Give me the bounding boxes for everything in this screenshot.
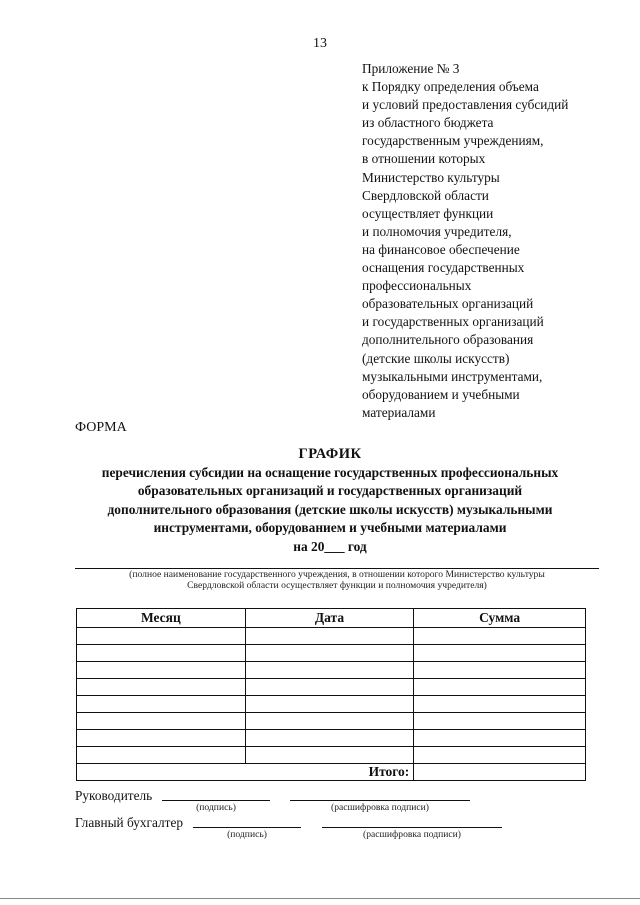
table-row (77, 747, 586, 764)
appendix-line: и условий предоставления субсидий (362, 97, 569, 113)
table-row (77, 679, 586, 696)
month-cell[interactable] (77, 679, 246, 696)
table-row (77, 730, 586, 747)
month-cell[interactable] (77, 662, 246, 679)
accountant-signature-caption: (подпись) (227, 829, 267, 840)
date-cell[interactable] (245, 747, 414, 764)
sum-cell[interactable] (414, 747, 586, 764)
total-value-cell[interactable] (414, 764, 586, 781)
appendix-line: и государственных организаций (362, 314, 544, 330)
appendix-line: государственным учреждениям, (362, 133, 544, 149)
table-header-row (77, 609, 586, 628)
title-line: дополнительного образования (детские школы искусств) музыкальными (107, 501, 553, 517)
month-cell[interactable] (77, 696, 246, 713)
sum-cell[interactable] (414, 679, 586, 696)
appendix-line: образовательных организаций (362, 296, 534, 312)
month-cell[interactable] (77, 713, 246, 730)
appendix-line: в отношении которых (362, 151, 486, 167)
accountant-decode-line[interactable] (322, 827, 502, 828)
appendix-line: профессиональных (362, 278, 472, 294)
appendix-line: на финансовое обеспечение (362, 241, 520, 257)
title-main: ГРАФИК (298, 446, 362, 462)
column-header-month: Месяц (77, 609, 246, 628)
sum-cell[interactable] (414, 730, 586, 747)
appendix-line: из областного бюджета (362, 115, 494, 131)
title-line: перечисления субсидии на оснащение государственных профессиональных (101, 465, 559, 480)
appendix-line: музыкальными инструментами, (362, 368, 543, 384)
appendix-line: (детские школы искусств) (362, 350, 510, 366)
head-signature-line[interactable] (162, 800, 270, 801)
appendix-line: дополнительного образования (362, 332, 534, 348)
appendix-line: оснащения государственных (362, 260, 525, 276)
column-header-sum: Сумма (414, 609, 586, 628)
sum-cell[interactable] (414, 645, 586, 662)
head-decode-line[interactable] (290, 800, 470, 801)
head-decode-caption: (расшифровка подписи) (331, 802, 429, 813)
table-row (77, 713, 586, 730)
table-row (77, 645, 586, 662)
date-cell[interactable] (245, 645, 414, 662)
date-cell[interactable] (245, 713, 414, 730)
appendix-line: Министерство культуры (362, 169, 500, 185)
table-row (77, 696, 586, 713)
head-signature-caption: (подпись) (196, 802, 236, 813)
month-cell[interactable] (77, 645, 246, 662)
page-bottom-edge (0, 898, 640, 899)
total-label: Итого: (77, 764, 414, 781)
org-caption-line: Свердловской области осуществляет функции и полномочия учредителя) (187, 580, 487, 591)
month-cell[interactable] (77, 730, 246, 747)
title-line-year: на 20___ год (293, 538, 367, 554)
table-row (77, 662, 586, 679)
accountant-signature-line[interactable] (193, 827, 301, 828)
appendix-note (362, 60, 622, 422)
date-cell[interactable] (245, 628, 414, 645)
accountant-label: Главный бухгалтер (75, 815, 184, 830)
title-line: инструментами, оборудованием и учебными материалами (153, 520, 507, 536)
appendix-line: Свердловской области (362, 187, 489, 203)
date-cell[interactable] (245, 696, 414, 713)
appendix-line: и полномочия учредителя, (362, 223, 512, 239)
date-cell[interactable] (245, 662, 414, 679)
appendix-line: оборудованием и учебными (362, 386, 520, 402)
sum-cell[interactable] (414, 628, 586, 645)
table-row (77, 628, 586, 645)
date-cell[interactable] (245, 730, 414, 747)
appendix-line: материалами (362, 404, 436, 420)
sum-cell[interactable] (414, 713, 586, 730)
form-label: ФОРМА (75, 420, 127, 435)
schedule-table (76, 608, 586, 781)
sum-cell[interactable] (414, 696, 586, 713)
appendix-line: осуществляет функции (362, 205, 494, 221)
accountant-decode-caption: (расшифровка подписи) (363, 829, 461, 840)
org-name-caption (75, 569, 599, 591)
document-title (60, 444, 600, 556)
appendix-line: Приложение № 3 (362, 61, 460, 76)
month-cell[interactable] (77, 628, 246, 645)
date-cell[interactable] (245, 679, 414, 696)
column-header-date: Дата (245, 609, 414, 628)
head-label: Руководитель (75, 788, 153, 803)
appendix-line: к Порядку определения объема (362, 79, 539, 95)
title-line: образовательных организаций и государственных организаций (137, 483, 523, 499)
table-total-row (77, 764, 586, 781)
page-number: 13 (313, 36, 327, 51)
org-caption-line: (полное наименование государственного учреждения, в отношении которого Министерство культуры (129, 569, 545, 580)
sum-cell[interactable] (414, 662, 586, 679)
month-cell[interactable] (77, 747, 246, 764)
